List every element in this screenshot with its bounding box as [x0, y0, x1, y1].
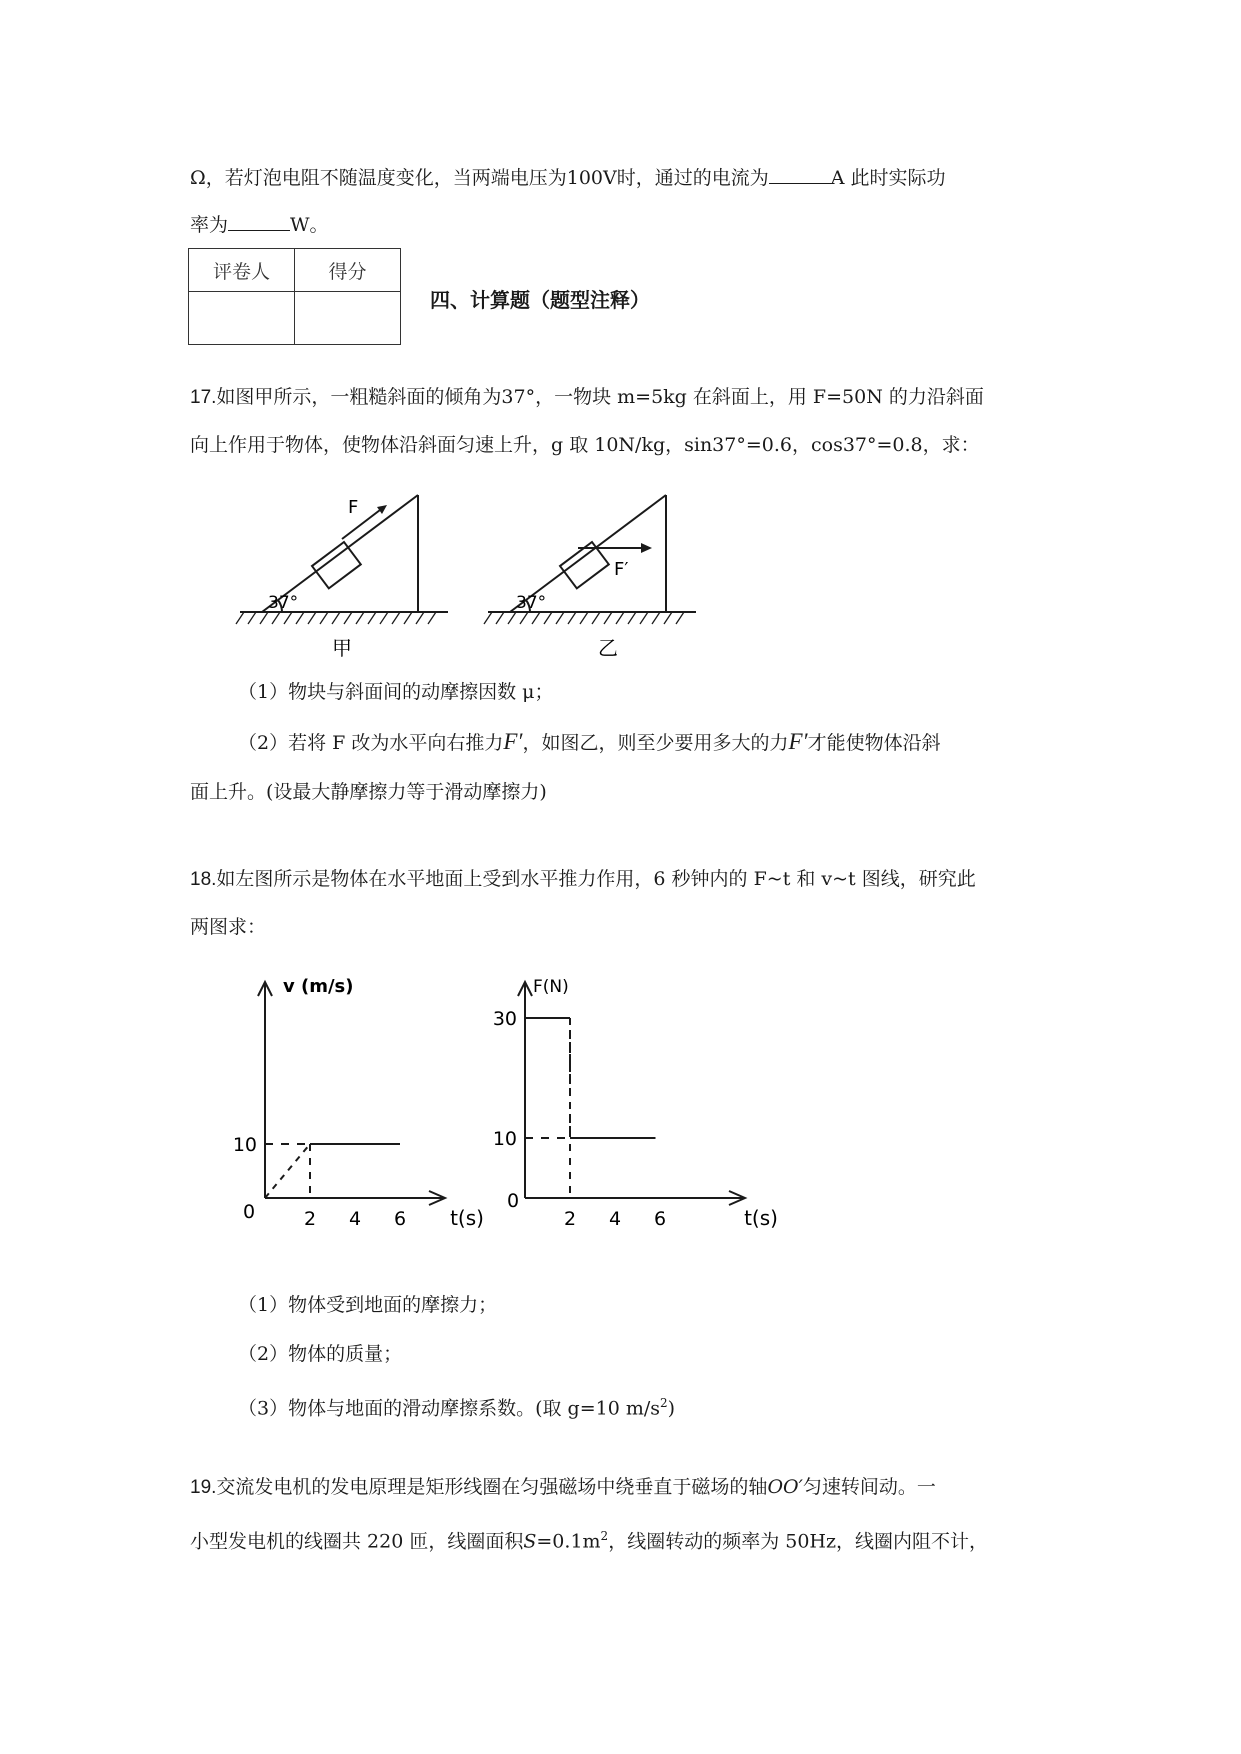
- force-arrowhead: [377, 505, 387, 514]
- question-text: （3）物体与地面的滑动摩擦系数。(取 g=10 m/s: [238, 1397, 661, 1420]
- q17-line-2: 向上作用于物体，使物体沿斜面匀速上升，g 取 10N/kg，sin37°=0.6，cos37°=0.8，求：: [190, 434, 980, 456]
- superscript: 2: [600, 1529, 609, 1543]
- q17-sub-2-line-2: 面上升。(设最大静摩擦力等于滑动摩擦力): [190, 781, 547, 803]
- intro-text: A 此时实际功: [830, 167, 946, 189]
- section-title: 四、计算题（题型注释）: [430, 288, 650, 312]
- y-axis-label: F(N): [533, 977, 569, 997]
- force-time-chart: [485, 970, 785, 1245]
- q18-line-2: 两图求：: [190, 916, 267, 938]
- question-text: 小型发电机的线圈共 220 匝，线圈面积: [190, 1530, 524, 1553]
- x-axis-label: t(s): [744, 1206, 778, 1230]
- force-arrowhead: [641, 543, 652, 553]
- q19-line-1: [190, 1474, 936, 1501]
- q17-sub-1: （1）物块与斜面间的动摩擦因数 μ；: [238, 681, 554, 703]
- origin-label: 0: [243, 1201, 256, 1223]
- series-segment: [265, 1144, 310, 1198]
- angle-label: 37°: [516, 593, 547, 613]
- question-text: ): [667, 1397, 676, 1420]
- ground-hatching: [236, 612, 436, 624]
- question-text: 才能使物体沿斜: [807, 732, 941, 754]
- question-text: 交流发电机的发电原理是矩形线圈在匀强磁场中绕垂直于磁场的轴: [216, 1476, 768, 1498]
- x-tick-label: 6: [653, 1208, 667, 1230]
- intro-text: W。: [290, 214, 329, 236]
- angle-label: 37°: [268, 593, 299, 613]
- x-axis-label: t(s): [450, 1206, 484, 1230]
- superscript: 2: [660, 1396, 668, 1410]
- figure-caption: 甲: [332, 636, 352, 660]
- score-cell-score[interactable]: [295, 292, 401, 345]
- q18-sub-2: （2）物体的质量；: [238, 1343, 403, 1365]
- score-cell-grader[interactable]: [189, 292, 295, 345]
- intro-text: Ω，若灯泡电阻不随温度变化，当两端电压为100V时，通过的电流为: [190, 167, 769, 189]
- q19-line-2: [190, 1523, 988, 1554]
- x-tick-label: 6: [393, 1208, 407, 1230]
- force-label: F′: [614, 559, 629, 580]
- force-label: F: [348, 497, 359, 518]
- x-tick-label: 4: [348, 1208, 362, 1230]
- x-tick-label: 2: [303, 1208, 317, 1230]
- question-number: 19.: [190, 1477, 217, 1498]
- origin-label: 0: [507, 1190, 520, 1212]
- math-symbol: F′: [788, 729, 808, 754]
- q17-sub-2: [238, 729, 941, 756]
- score-header-score: 得分: [295, 249, 401, 292]
- y-tick-label: 30: [492, 1008, 517, 1030]
- intro-text: 率为: [190, 214, 229, 236]
- math-symbol: OO′: [767, 1476, 803, 1498]
- question-text: （2）若将 F 改为水平向右推力: [238, 732, 504, 754]
- score-table: [188, 248, 401, 345]
- x-tick-label: 2: [563, 1208, 577, 1230]
- question-text: ，如图乙，则至少要用多大的力: [522, 732, 789, 754]
- y-tick-label: 10: [232, 1134, 257, 1156]
- answer-blank-current[interactable]: [769, 163, 831, 184]
- q18-sub-1: （1）物体受到地面的摩擦力；: [238, 1294, 498, 1316]
- question-text: =0.1m: [536, 1530, 601, 1553]
- q18-line-1: [190, 866, 976, 893]
- incline-diagram-right: [478, 485, 708, 660]
- y-axis-label: v (m/s): [283, 976, 354, 997]
- question-number: 17.: [190, 387, 217, 408]
- question-text: 匀速转间动。一: [802, 1476, 936, 1498]
- q18-sub-3: [238, 1390, 675, 1421]
- q17-line-1: [190, 384, 984, 411]
- intro-line-1: [190, 163, 946, 191]
- question-text: ，线圈转动的频率为 50Hz，线圈内阻不计，: [608, 1530, 988, 1553]
- answer-blank-power[interactable]: [228, 210, 290, 231]
- question-text: 如左图所示是物体在水平地面上受到水平推力作用，6 秒钟内的 F~t 和 v~t 图线，研究此: [216, 868, 976, 890]
- question-text: 如图甲所示，一粗糙斜面的倾角为37°，一物块 m=5kg 在斜面上，用 F=50N 的力沿斜面: [216, 386, 984, 408]
- incline-diagram-left: [230, 485, 460, 660]
- figure-caption: 乙: [598, 636, 618, 660]
- score-header-grader: 评卷人: [189, 249, 295, 292]
- ground-hatching: [484, 612, 684, 624]
- intro-line-2: [190, 210, 329, 238]
- velocity-time-chart: [225, 970, 485, 1245]
- y-tick-label: 10: [492, 1128, 517, 1150]
- question-number: 18.: [190, 869, 217, 890]
- math-symbol: S: [523, 1530, 537, 1553]
- block: [312, 542, 361, 588]
- math-symbol: F′: [503, 729, 523, 754]
- x-tick-label: 4: [608, 1208, 622, 1230]
